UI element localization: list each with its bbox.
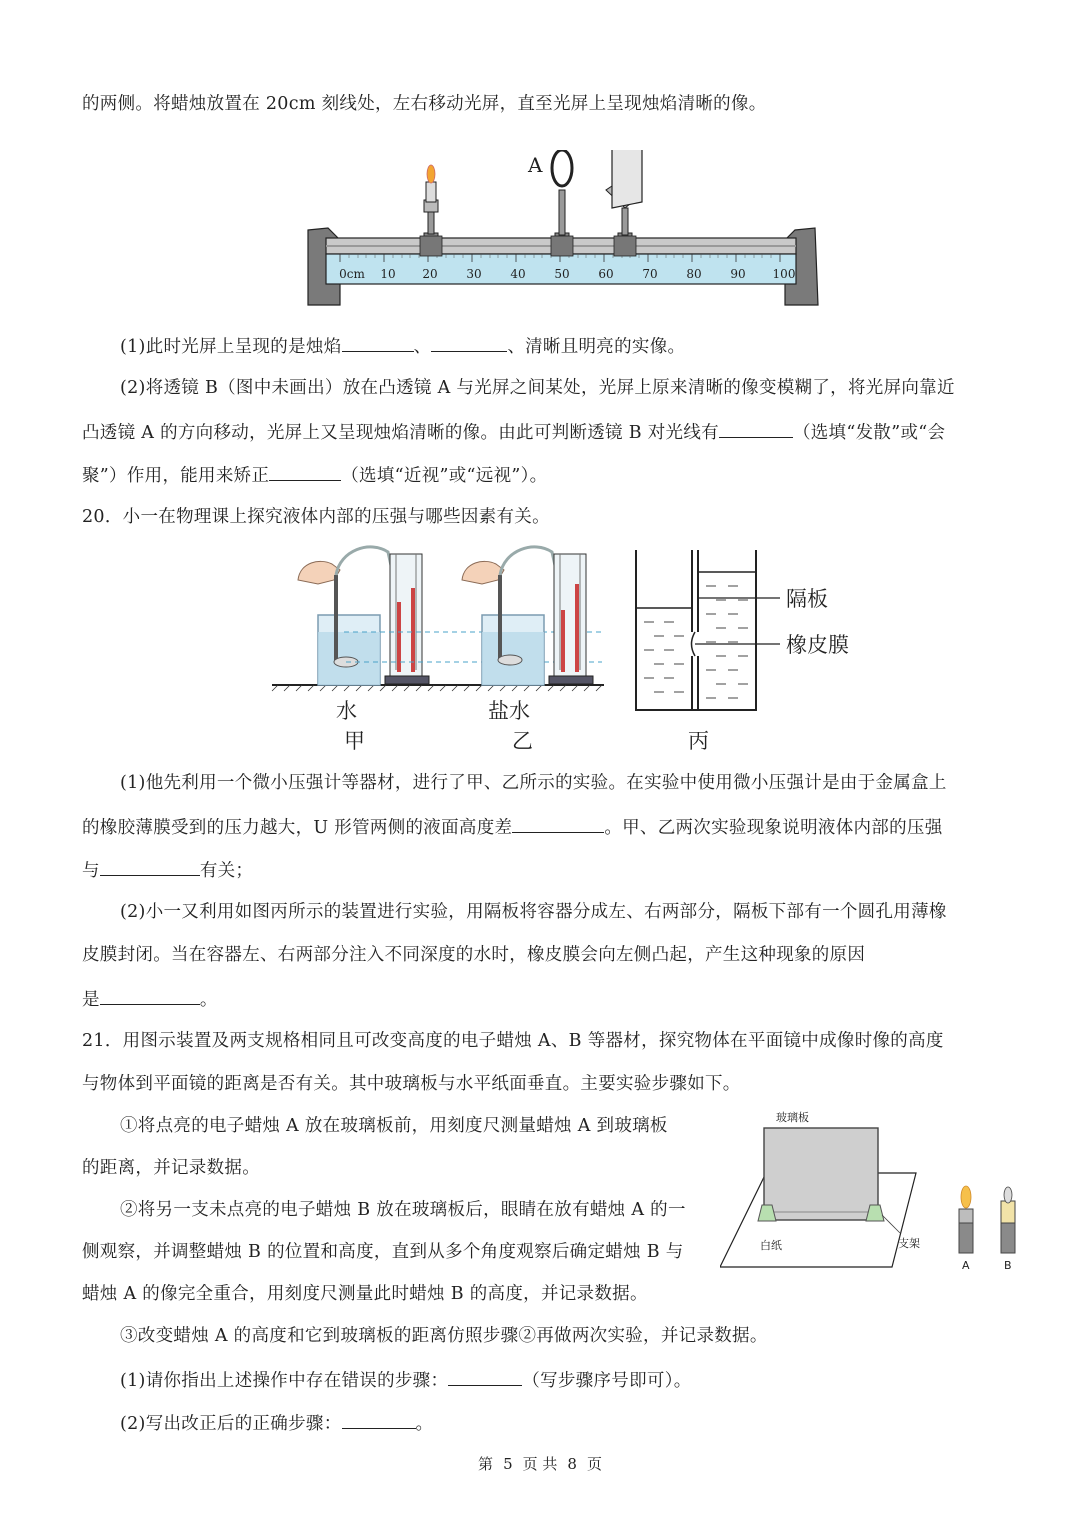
partitioned-container-icon: [636, 550, 780, 710]
question-line: 与 有关；: [82, 857, 253, 883]
answer-blank[interactable]: [448, 1367, 522, 1386]
step-line: ②将另一支未点亮的电子蜡烛 B 放在玻璃板后，眼睛在放有蜡烛 A 的一: [120, 1200, 686, 1220]
hand-icon: [462, 561, 504, 584]
candle-a-label: A: [962, 1259, 970, 1272]
screen-icon: [606, 150, 642, 243]
question-line: (2)小一又利用如图丙所示的装置进行实验，用隔板将容器分成左、右两部分，隔板下部有一个圆孔用薄橡: [120, 902, 947, 922]
beaker-icon: [482, 615, 544, 685]
figure-label-jia: 甲: [344, 729, 365, 753]
tick-label: 10: [380, 267, 396, 281]
mirror-setup-figure: [720, 1105, 1040, 1275]
tick-label: 80: [686, 267, 702, 281]
membrane-label: 橡皮膜: [786, 633, 849, 657]
step-line: ③改变蜡烛 A 的高度和它到玻璃板的距离仿照步骤②再做两次实验，并记录数据。: [120, 1326, 768, 1346]
glass-plate-label: 玻璃板: [776, 1111, 809, 1124]
question-line: 21．用图示装置及两支规格相同且可改变高度的电子蜡烛 A、B 等器材，探究物体在平面镜中成像时像的高度: [82, 1031, 944, 1051]
optical-bench-figure: [300, 150, 825, 310]
lens-icon: [552, 150, 572, 243]
question-line: 20．小一在物理课上探究液体内部的压强与哪些因素有关。: [82, 507, 550, 527]
question-line: 凸透镜 A 的方向移动，光屏上又呈现烛焰清晰的像。由此可判断透镜 B 对光线有 （选填“发散”或“会: [82, 419, 945, 445]
question-line: 的橡胶薄膜受到的压力越大，U 形管两侧的液面高度差 。甲、乙两次实验现象说明液体内部的压强: [82, 814, 943, 840]
tick-label: 90: [730, 267, 746, 281]
tick-label: 20: [422, 267, 438, 281]
u-tube-manometer-icon: [549, 554, 593, 684]
tick-label: 50: [554, 267, 570, 281]
question-line: (2)将透镜 B（图中未画出）放在凸透镜 A 与光屏之间某处，光屏上原来清晰的像变模糊了，将光屏向靠近: [120, 378, 955, 398]
hand-icon: [298, 561, 340, 584]
step-line: ①将点亮的电子蜡烛 A 放在玻璃板前，用刻度尺测量蜡烛 A 到玻璃板: [120, 1116, 668, 1136]
question-line: 皮膜封闭。当在容器左、右两部分注入不同深度的水时，橡皮膜会向左侧凸起，产生这种现象的原因: [82, 945, 866, 965]
question-line: (1)请你指出上述操作中存在错误的步骤： （写步骤序号即可）。: [120, 1367, 692, 1393]
beaker-icon: [318, 615, 380, 685]
tick-label: 70: [642, 267, 658, 281]
tick-label: 0cm: [339, 267, 365, 281]
tick-label: 30: [466, 267, 482, 281]
candle-icon: [424, 165, 438, 243]
tick-label: 60: [598, 267, 614, 281]
question-line: (1)此时光屏上呈现的是烛焰 、 、清晰且明亮的实像。: [120, 333, 685, 359]
tick-label: 40: [510, 267, 526, 281]
u-tube-manometer-icon: [385, 554, 429, 684]
question-line: (1)他先利用一个微小压强计等器材，进行了甲、乙所示的实验。在实验中使用微小压强计是由于金属盒上: [120, 773, 947, 793]
question-line: 聚”）作用，能用来矫正 （选填“近视”或“远视”）。: [82, 462, 548, 488]
lens-label: A: [528, 153, 543, 177]
page-footer: 第 5 页 共 8 页: [478, 1455, 602, 1473]
partition-label: 隔板: [786, 587, 828, 611]
candle-b-label: B: [1004, 1259, 1012, 1272]
step-line: 的距离，并记录数据。: [82, 1158, 260, 1178]
white-paper-label: 白纸: [760, 1239, 782, 1252]
answer-blank[interactable]: [342, 333, 414, 352]
answer-blank[interactable]: [431, 333, 507, 352]
salt-water-label: 盐水: [488, 699, 530, 723]
answer-blank[interactable]: [100, 857, 200, 876]
tick-label: 100: [772, 267, 796, 281]
answer-blank[interactable]: [719, 419, 793, 438]
pressure-figure: [270, 540, 870, 755]
question-line: 与物体到平面镜的距离是否有关。其中玻璃板与水平纸面垂直。主要实验步骤如下。: [82, 1074, 741, 1094]
stand-label: 支架: [898, 1237, 920, 1250]
question-line: 是 。: [82, 986, 218, 1012]
figure-label-bing: 丙: [688, 729, 709, 753]
water-label: 水: [336, 699, 357, 723]
answer-blank[interactable]: [100, 986, 200, 1005]
step-line: 侧观察，并调整蜡烛 B 的位置和高度，直到从多个角度观察后确定蜡烛 B 与: [82, 1242, 684, 1262]
answer-blank[interactable]: [512, 814, 604, 833]
candle-b-icon: [1001, 1187, 1015, 1253]
figure-label-yi: 乙: [512, 729, 533, 753]
step-line: 蜡烛 A 的像完全重合，用刻度尺测量此时蜡烛 B 的高度，并记录数据。: [82, 1284, 648, 1304]
answer-blank[interactable]: [342, 1410, 416, 1429]
text-line: 的两侧。将蜡烛放置在 20cm 刻线处，左右移动光屏，直至光屏上呈现烛焰清晰的像。: [82, 94, 767, 114]
question-line: (2)写出改正后的正确步骤： 。: [120, 1410, 433, 1436]
answer-blank[interactable]: [269, 462, 341, 481]
candle-a-icon: [959, 1186, 973, 1253]
